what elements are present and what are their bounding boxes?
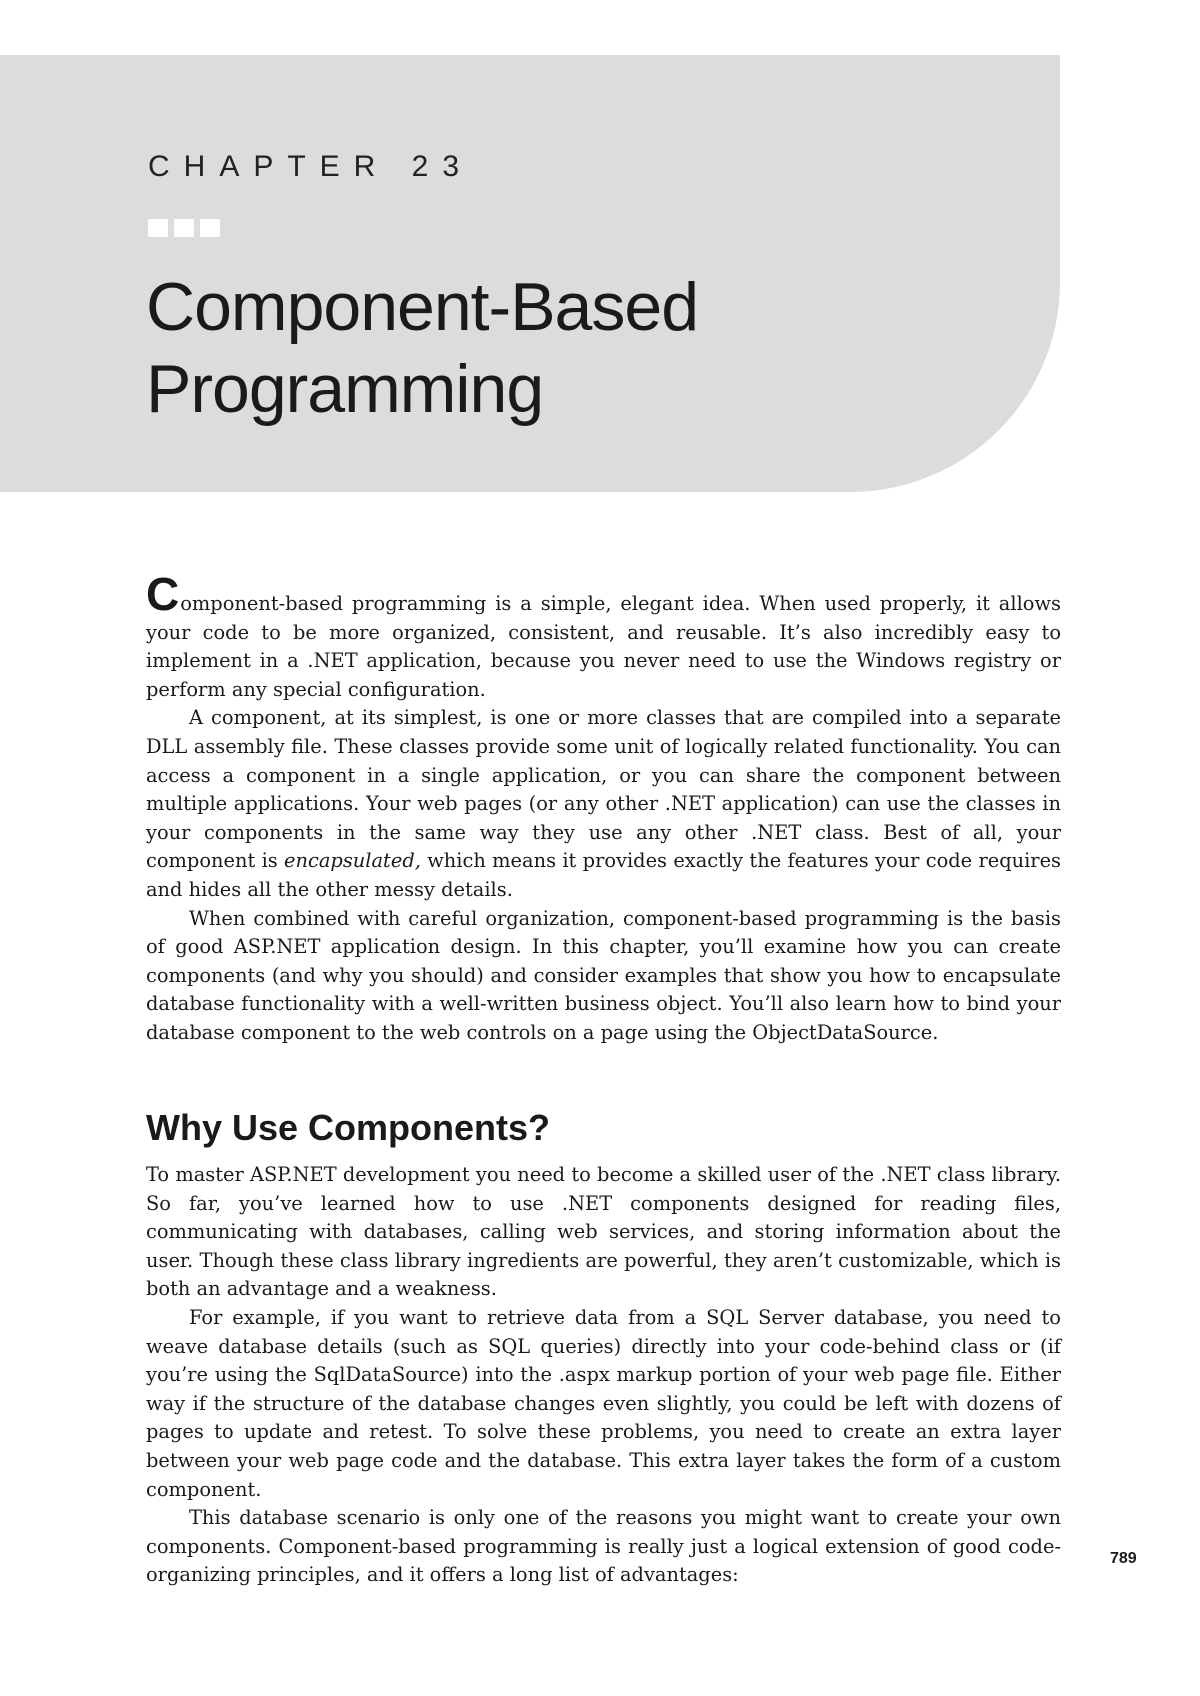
chapter-title-line1: Component-Based bbox=[146, 269, 699, 345]
intro-paragraph-3: When combined with careful organization, component-based programming is the basis of good ASP.NET application design. In this chapter, you’ll examine how you can create components (and why you should) and consider examples that show you how to encapsulate database functionality with a well-written business object. You’ll also learn how to bind your database component to the web controls on a page using the ObjectDataSource. bbox=[146, 906, 1061, 1044]
intro-paragraph-2-text-end: which means it provides exactly the features your code requires and hides all the other messy details. bbox=[146, 849, 1061, 901]
section-text bbox=[146, 1161, 1061, 1590]
section-paragraph-1: To master ASP.NET development you need to become a skilled user of the .NET class library. So far, you’ve learned how to use .NET components designed for reading files, communicating with databases, calling web services, and storing information about the user. Though these class library ingredients are powerful, they aren’t customizable, which is both an advantage and a weakness. bbox=[146, 1163, 1061, 1301]
chapter-label: CHAPTER 23 bbox=[148, 150, 474, 183]
ornament-square bbox=[148, 219, 168, 237]
chapter-title bbox=[146, 266, 698, 430]
emphasis-term: encapsulated, bbox=[284, 849, 421, 873]
ornament-square bbox=[200, 219, 220, 237]
page-number: 789 bbox=[1110, 1550, 1137, 1567]
drop-cap: C bbox=[146, 568, 180, 620]
section-paragraph-2: For example, if you want to retrieve data from a SQL Server database, you need to weave database details (such as SQL queries) directly into your code-behind class or (if you’re using the SqlDataSource) into the .aspx markup portion of your web page file. Either way if the structure of the database changes even slightly, you could be left with dozens of pages to update and retest. To solve these problems, you need to create an extra layer between your web page code and the database. This extra layer takes the form of a custom component. bbox=[146, 1305, 1061, 1501]
chapter-title-line2: Programming bbox=[146, 351, 544, 427]
ornament-square bbox=[174, 219, 194, 237]
intro-paragraph-2 bbox=[146, 704, 1061, 904]
section-paragraph-3: This database scenario is only one of the reasons you might want to create your own components. Component-based programming is really just a logical extension of good code-organizing principles, and it offers a long list of advantages: bbox=[146, 1506, 1061, 1587]
intro-paragraph-1-text: omponent-based programming is a simple, elegant idea. When used properly, it allows your code to be more organized, consistent, and reusable. It’s also incredibly easy to implement in a .NET application, because you never need to use the Windows registry or perform any special configuration. bbox=[146, 592, 1061, 701]
intro-paragraph-1 bbox=[146, 568, 1061, 704]
intro-paragraph-2-text: A component, at its simplest, is one or more classes that are compiled into a separate DLL assembly file. These classes provide some unit of logically related functionality. You can access a component in a single application, or you can share the component between multiple applications. Your web pages (or any other .NET application) can use the classes in your components in the same way they use any other .NET class. Best of all, your component is bbox=[146, 706, 1061, 873]
intro-text bbox=[146, 568, 1061, 1048]
section-heading: Why Use Components? bbox=[146, 1107, 551, 1148]
chapter-ornament bbox=[148, 219, 220, 237]
